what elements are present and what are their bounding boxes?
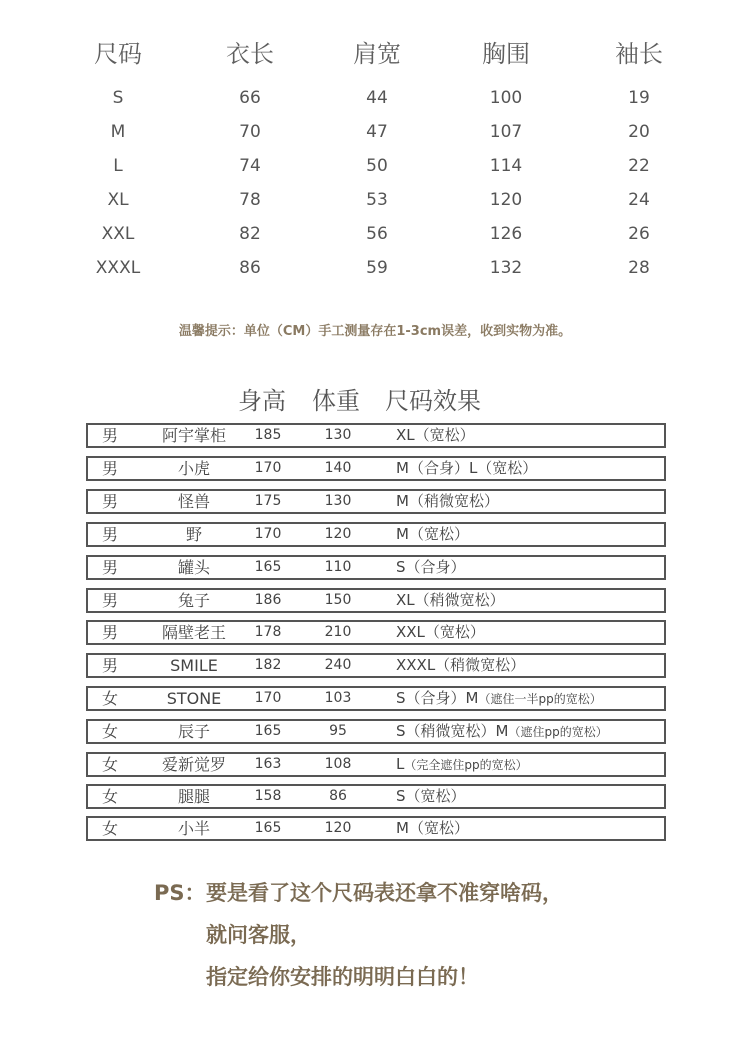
size-row bbox=[0, 151, 750, 181]
length-cell: 70 bbox=[239, 122, 261, 142]
shoulder-cell: 59 bbox=[366, 258, 388, 278]
effect-text: XXL（宽松） bbox=[396, 623, 485, 641]
ps-line: 指定给你安排的明明白白的！ bbox=[206, 965, 479, 989]
height-cell: 170 bbox=[254, 460, 282, 476]
sleeve-cell: 22 bbox=[628, 156, 650, 176]
header-effect: 尺码效果 bbox=[385, 387, 481, 415]
review-row bbox=[86, 653, 666, 678]
effect-text: M（宽松） bbox=[396, 819, 469, 837]
size-cell: XXL bbox=[101, 224, 135, 244]
weight-cell: 240 bbox=[324, 657, 352, 673]
height-cell: 165 bbox=[254, 820, 282, 836]
weight-cell: 150 bbox=[324, 592, 352, 608]
height-cell: 178 bbox=[254, 624, 282, 640]
review-row bbox=[86, 522, 666, 547]
shoulder-cell: 53 bbox=[366, 190, 388, 210]
review-row bbox=[86, 752, 666, 777]
weight-cell: 103 bbox=[324, 690, 352, 706]
effect-note: （遮住pp的宽松） bbox=[508, 725, 608, 739]
review-row bbox=[86, 686, 666, 711]
effect-cell bbox=[396, 622, 485, 644]
gender-cell: 男 bbox=[102, 558, 119, 577]
effect-cell bbox=[396, 786, 466, 808]
sleeve-cell: 24 bbox=[628, 190, 650, 210]
chest-cell: 114 bbox=[489, 156, 523, 176]
gender-cell: 男 bbox=[102, 459, 119, 478]
effect-text: L bbox=[396, 755, 405, 773]
reviews-header bbox=[0, 384, 750, 420]
length-cell: 74 bbox=[239, 156, 261, 176]
weight-cell: 120 bbox=[324, 526, 352, 542]
gender-cell: 男 bbox=[102, 656, 119, 675]
review-row bbox=[86, 784, 666, 809]
weight-cell: 95 bbox=[329, 723, 347, 739]
gender-cell: 女 bbox=[102, 755, 119, 774]
height-cell: 165 bbox=[254, 723, 282, 739]
header-sleeve: 袖长 bbox=[615, 40, 663, 68]
weight-cell: 108 bbox=[324, 756, 352, 772]
shoulder-cell: 56 bbox=[366, 224, 388, 244]
effect-cell bbox=[396, 557, 466, 579]
size-cell: L bbox=[113, 156, 123, 176]
chest-cell: 107 bbox=[489, 122, 523, 142]
effect-cell bbox=[396, 688, 602, 710]
height-cell: 185 bbox=[254, 427, 282, 443]
size-table-header bbox=[0, 37, 750, 67]
height-cell: 163 bbox=[254, 756, 282, 772]
header-height: 身高 bbox=[238, 387, 286, 415]
effect-text: S（合身） bbox=[396, 558, 466, 576]
name-cell: 小半 bbox=[177, 819, 210, 838]
shoulder-cell: 44 bbox=[366, 88, 388, 108]
effect-text: M（宽松） bbox=[396, 525, 469, 543]
effect-text: M（合身）L（宽松） bbox=[396, 459, 538, 477]
length-cell: 82 bbox=[239, 224, 261, 244]
size-cell: M bbox=[110, 122, 126, 142]
size-row bbox=[0, 219, 750, 249]
effect-text: M（稍微宽松） bbox=[396, 492, 499, 510]
review-row bbox=[86, 816, 666, 841]
effect-cell bbox=[396, 590, 505, 612]
sleeve-cell: 20 bbox=[628, 122, 650, 142]
name-cell: 兔子 bbox=[177, 591, 210, 610]
name-cell: 小虎 bbox=[177, 459, 210, 478]
ps-label: PS： bbox=[154, 881, 206, 905]
size-cell: S bbox=[112, 88, 124, 108]
ps-line: 要是看了这个尺码表还拿不准穿啥码， bbox=[206, 881, 563, 905]
effect-text: S（宽松） bbox=[396, 787, 466, 805]
effect-text: XL（宽松） bbox=[396, 426, 475, 444]
effect-cell bbox=[396, 425, 475, 447]
gender-cell: 女 bbox=[102, 722, 119, 741]
gender-cell: 男 bbox=[102, 426, 119, 445]
gender-cell: 男 bbox=[102, 623, 119, 642]
measurement-note: 温馨提示：单位（CM）手工测量存在1-3cm误差，收到实物为准。 bbox=[178, 324, 572, 339]
review-row bbox=[86, 489, 666, 514]
weight-cell: 110 bbox=[324, 559, 352, 575]
sleeve-cell: 26 bbox=[628, 224, 650, 244]
name-cell: STONE bbox=[166, 689, 222, 708]
header-shoulder: 肩宽 bbox=[353, 40, 401, 68]
shoulder-cell: 50 bbox=[366, 156, 388, 176]
effect-cell bbox=[396, 458, 537, 480]
height-cell: 186 bbox=[254, 592, 282, 608]
size-row bbox=[0, 83, 750, 113]
sleeve-cell: 28 bbox=[628, 258, 650, 278]
height-cell: 170 bbox=[254, 690, 282, 706]
effect-cell bbox=[396, 754, 528, 776]
review-row bbox=[86, 719, 666, 744]
review-row bbox=[86, 456, 666, 481]
gender-cell: 男 bbox=[102, 492, 119, 511]
chest-cell: 100 bbox=[489, 88, 523, 108]
header-weight: 体重 bbox=[312, 387, 360, 415]
name-cell: 野 bbox=[185, 525, 202, 544]
review-row bbox=[86, 620, 666, 645]
effect-note: （完全遮住pp的宽松） bbox=[404, 758, 528, 772]
weight-cell: 140 bbox=[324, 460, 352, 476]
size-cell: XL bbox=[107, 190, 129, 210]
header-chest: 胸围 bbox=[482, 40, 530, 68]
effect-cell bbox=[396, 491, 499, 513]
weight-cell: 130 bbox=[324, 427, 352, 443]
review-row bbox=[86, 555, 666, 580]
height-cell: 175 bbox=[254, 493, 282, 509]
effect-text: XXXL（稍微宽松） bbox=[396, 656, 526, 674]
effect-cell bbox=[396, 655, 525, 677]
size-row bbox=[0, 253, 750, 283]
weight-cell: 210 bbox=[324, 624, 352, 640]
length-cell: 78 bbox=[239, 190, 261, 210]
height-cell: 165 bbox=[254, 559, 282, 575]
size-row bbox=[0, 185, 750, 215]
effect-text: S（稍微宽松）M bbox=[396, 722, 509, 740]
size-cell: XXXL bbox=[95, 258, 141, 278]
size-row bbox=[0, 117, 750, 147]
effect-note: （遮住一半pp的宽松） bbox=[478, 692, 602, 706]
gender-cell: 男 bbox=[102, 525, 119, 544]
height-cell: 158 bbox=[254, 788, 282, 804]
name-cell: 怪兽 bbox=[177, 492, 210, 511]
height-cell: 170 bbox=[254, 526, 282, 542]
name-cell: 爱新觉罗 bbox=[161, 755, 226, 774]
name-cell: 腿腿 bbox=[177, 787, 210, 806]
weight-cell: 120 bbox=[324, 820, 352, 836]
length-cell: 86 bbox=[239, 258, 261, 278]
gender-cell: 女 bbox=[102, 819, 119, 838]
chest-cell: 126 bbox=[489, 224, 523, 244]
effect-text: XL（稍微宽松） bbox=[396, 591, 505, 609]
effect-text: S（合身）M bbox=[396, 689, 479, 707]
weight-cell: 130 bbox=[324, 493, 352, 509]
gender-cell: 女 bbox=[102, 689, 119, 708]
name-cell: 阿宇掌柜 bbox=[161, 426, 226, 445]
review-row bbox=[86, 423, 666, 448]
weight-cell: 86 bbox=[329, 788, 347, 804]
review-row bbox=[86, 588, 666, 613]
header-length: 衣长 bbox=[226, 40, 274, 68]
effect-cell bbox=[396, 818, 469, 840]
height-cell: 182 bbox=[254, 657, 282, 673]
effect-cell bbox=[396, 721, 608, 743]
chest-cell: 132 bbox=[489, 258, 523, 278]
ps-line: 就问客服， bbox=[206, 923, 311, 947]
gender-cell: 女 bbox=[102, 787, 119, 806]
sleeve-cell: 19 bbox=[628, 88, 650, 108]
name-cell: 罐头 bbox=[177, 558, 210, 577]
name-cell: SMILE bbox=[170, 656, 218, 675]
effect-cell bbox=[396, 524, 469, 546]
gender-cell: 男 bbox=[102, 591, 119, 610]
name-cell: 辰子 bbox=[177, 722, 210, 741]
header-size: 尺码 bbox=[94, 40, 142, 68]
length-cell: 66 bbox=[239, 88, 261, 108]
chest-cell: 120 bbox=[489, 190, 523, 210]
name-cell: 隔壁老王 bbox=[161, 623, 226, 642]
shoulder-cell: 47 bbox=[366, 122, 388, 142]
